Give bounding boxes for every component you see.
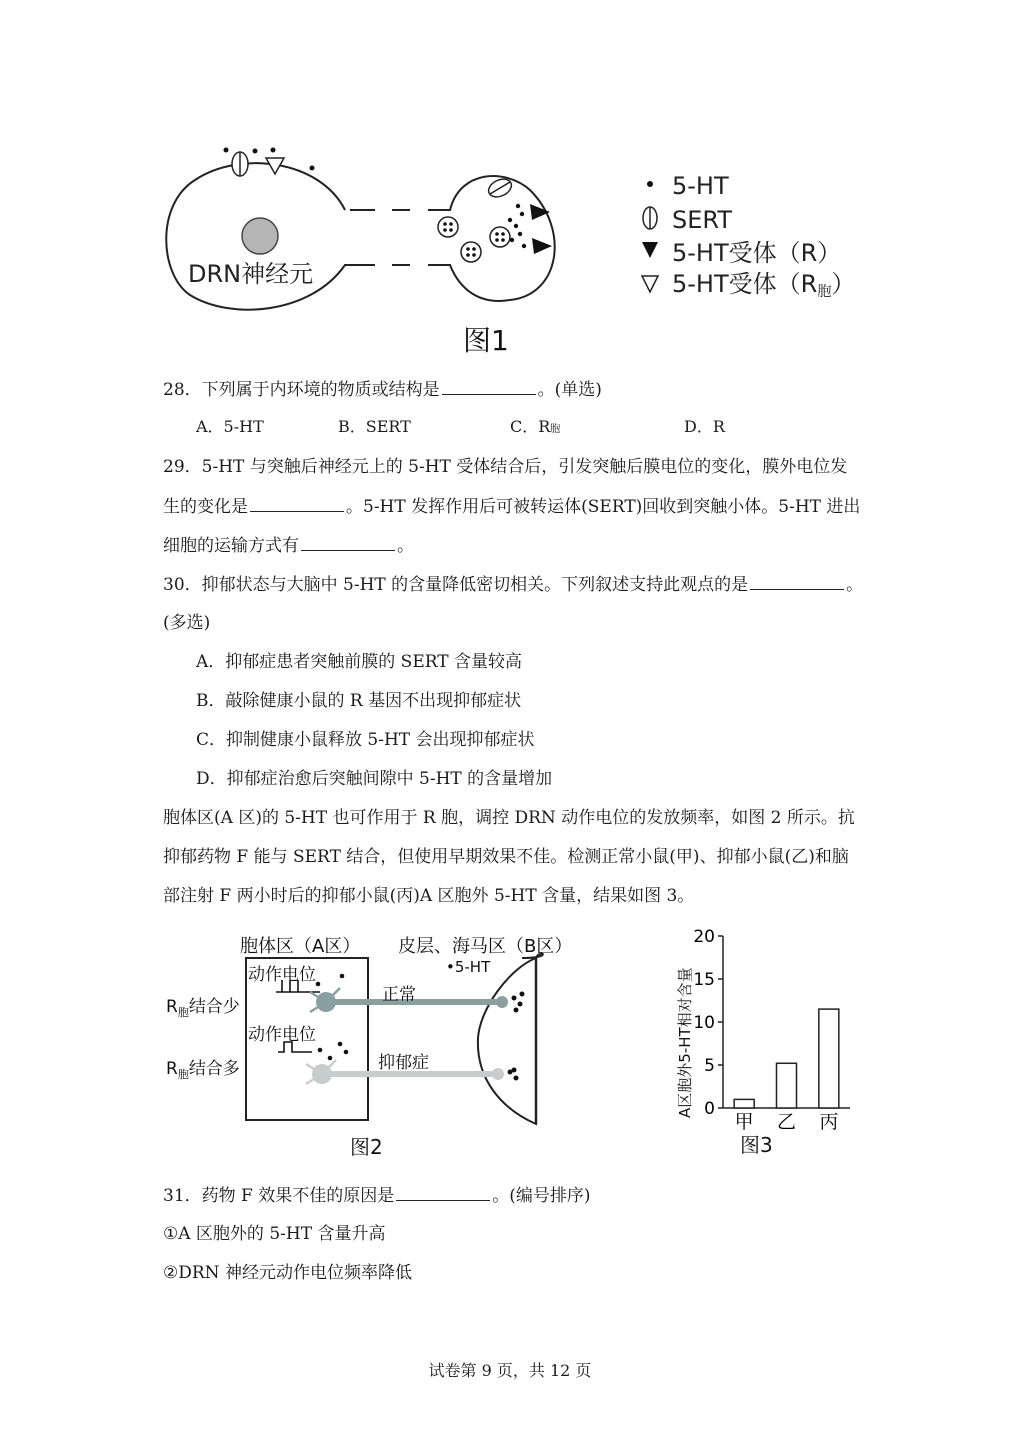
q28-option-b[interactable]: B．SERT: [338, 417, 411, 436]
r-receptor-filled-triangle: [530, 204, 550, 220]
ap-label-2: 动作电位: [248, 1025, 316, 1045]
region-b-outline: [478, 954, 543, 1124]
q30-stem: 30．抑郁状态与大脑中 5-HT 的含量降低密切相关。下列叙述支持此观点的是 。: [163, 575, 864, 595]
figure2-diagram: [160, 928, 600, 1164]
chart-ytick-label: 10: [693, 1013, 715, 1033]
nucleus: [242, 218, 278, 254]
q28-option-c[interactable]: C．R胞: [510, 417, 561, 436]
chart-xtick-label: 丙: [819, 1111, 839, 1133]
q28-stem: 28．下列属于内环境的物质或结构是 。(单选): [163, 380, 602, 400]
q31-item-1: ①A 区胞外的 5-HT 含量升高: [163, 1224, 386, 1244]
figure1-caption: 图1: [463, 324, 509, 357]
row2-label: $R_胞$结合多: [166, 1059, 240, 1081]
chart-ytick-label: 0: [704, 1099, 715, 1119]
legend-rsoma-label: 5-HT受体（R胞）: [672, 270, 856, 300]
figure1-diagram: [160, 140, 860, 365]
5ht-dot-icon: [224, 148, 229, 153]
passage-line-1: 胞体区(A 区)的 5-HT 也可作用于 R 胞，调控 DRN 动作电位的发放频率，如图 2 所示。抗: [163, 808, 855, 828]
figure1-neuron-label: DRN神经元: [188, 260, 314, 288]
chart-bar-3: [819, 1009, 839, 1108]
region-a-label: 胞体区（A区）: [240, 936, 361, 957]
q30-note: (多选): [163, 613, 211, 633]
chart-xtick-label: 甲: [734, 1111, 754, 1133]
q30-option-d[interactable]: D．抑郁症治愈后突触间隙中 5-HT 的含量增加: [196, 769, 553, 789]
row1-label: $R_胞$结合少: [166, 997, 240, 1019]
q31-item-2: ②DRN 神经元动作电位频率降低: [163, 1263, 412, 1283]
normal-label: 正常: [382, 985, 416, 1005]
q29-line3: 细胞的运输方式有 。: [163, 536, 414, 556]
q29-line2: 生的变化是 。5-HT 发挥作用后可被转运体(SERT)回收到突触小体。5-HT 进出: [163, 497, 861, 517]
chart-ytick-label: 15: [693, 970, 715, 990]
chart-ylabel: A区胞外5-HT相对含量: [676, 967, 694, 1118]
passage-line-2: 抑郁药物 F 能与 SERT 结合，但使用早期效果不佳。检测正常小鼠(甲)、抑郁小鼠(乙)和脑: [163, 847, 849, 867]
q30-option-a[interactable]: A．抑郁症患者突触前膜的 SERT 含量较高: [196, 652, 522, 672]
q30-option-b[interactable]: B．敲除健康小鼠的 R 基因不出现抑郁症状: [196, 691, 522, 711]
depressed-label: 抑郁症: [378, 1053, 429, 1073]
q28-option-a[interactable]: A．5-HT: [196, 417, 264, 436]
chart-ytick-label: 5: [704, 1056, 715, 1076]
chart-bar-2: [777, 1063, 797, 1108]
chart-bar-1: [734, 1099, 754, 1108]
figure3-bar-chart: [660, 926, 860, 1166]
page-footer: 试卷第 9 页，共 12 页: [428, 1361, 592, 1380]
chart-xtick-label: 乙: [776, 1111, 797, 1133]
legend-r-label: 5-HT受体（R）: [672, 239, 842, 267]
q29-line1: 29．5-HT 与突触后神经元上的 5-HT 受体结合后，引发突触后膜电位的变化，膜外电位发: [163, 457, 848, 477]
q29-answer-blank-1[interactable]: [250, 495, 344, 512]
passage-line-3: 部注射 F 两小时后的抑郁小鼠(丙)A 区胞外 5-HT 含量，结果如图 3。: [163, 886, 695, 906]
q28-answer-blank[interactable]: [442, 378, 536, 395]
q30-option-c[interactable]: C．抑制健康小鼠释放 5-HT 会出现抑郁症状: [196, 730, 535, 750]
q31-answer-blank[interactable]: [396, 1184, 490, 1201]
q30-answer-blank[interactable]: [750, 573, 844, 590]
q28-option-d[interactable]: D．R: [684, 417, 725, 436]
figure2-caption: 图2: [350, 1135, 383, 1159]
ht-label: •5-HT: [446, 958, 491, 976]
legend-sert-label: SERT: [672, 206, 732, 234]
chart-ytick-label: 20: [693, 927, 715, 947]
figure3-caption: 图3: [740, 1133, 773, 1157]
q29-answer-blank-2[interactable]: [301, 534, 395, 551]
legend-5ht-label: 5-HT: [672, 172, 729, 200]
q31-stem: 31．药物 F 效果不佳的原因是 。(编号排序): [163, 1186, 591, 1206]
region-b-label: 皮层、海马区（B区）: [398, 936, 573, 957]
ap-label-1: 动作电位: [248, 965, 316, 985]
